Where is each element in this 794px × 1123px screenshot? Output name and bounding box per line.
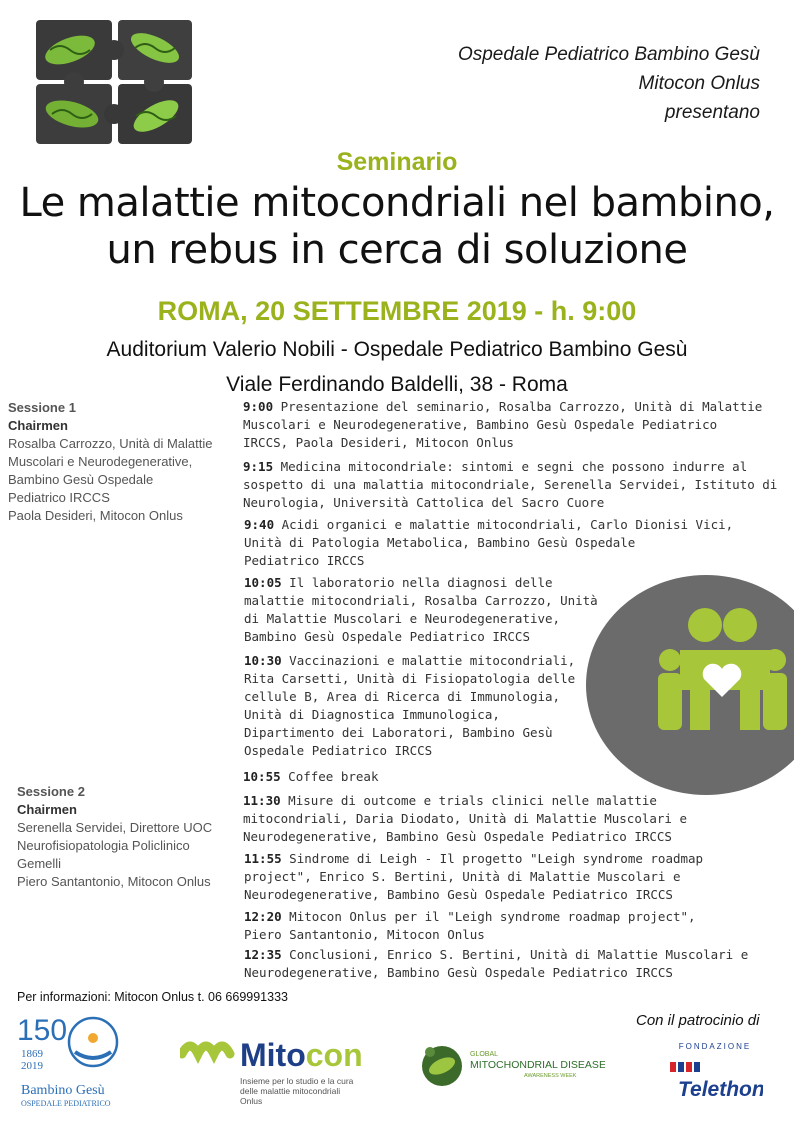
- schedule-line: [244, 552, 733, 570]
- contact-info: Per informazioni: Mitocon Onlus t. 06 669991333: [17, 990, 288, 1004]
- venue-line: Viale Ferdinando Baldelli, 38 - Roma: [226, 373, 568, 396]
- schedule-text: Mitocon Onlus per il "Leigh syndrome roadmap project",: [281, 909, 696, 924]
- session-2-block: [17, 783, 237, 891]
- schedule-item: [243, 768, 378, 786]
- schedule-line: [243, 792, 687, 810]
- schedule-time: 12:20: [244, 909, 282, 924]
- chair-line: Paola Desideri, Mitocon Onlus: [8, 508, 183, 523]
- schedule-line: [244, 688, 575, 706]
- schedule-text: project", Enrico S. Bertini, Unità di Malattie Muscolari e: [244, 869, 681, 884]
- schedule-line: [243, 494, 777, 512]
- schedule-line: [244, 610, 598, 628]
- schedule-time: 11:30: [243, 793, 281, 808]
- schedule-line: [244, 706, 575, 724]
- schedule-line: [243, 416, 762, 434]
- schedule-line: [243, 476, 777, 494]
- schedule-line: [243, 810, 687, 828]
- schedule: [243, 398, 778, 988]
- mitocon-tagline: Onlus: [240, 1096, 263, 1106]
- schedule-line: [244, 724, 575, 742]
- schedule-text: sospetto di una malattia mitocondriale, Serenella Servidei, Istituto di: [243, 477, 778, 492]
- schedule-item: [244, 574, 598, 646]
- schedule-text: Dipartimento dei Laboratori, Bambino Gesù: [244, 725, 553, 740]
- chair-line: Pediatrico IRCCS: [8, 490, 110, 505]
- schedule-text: Ospedale Pediatrico IRCCS: [244, 743, 433, 758]
- schedule-text: Piero Santantonio, Mitocon Onlus: [244, 927, 485, 942]
- schedule-item: [244, 908, 696, 944]
- schedule-text: Pediatrico IRCCS: [244, 553, 365, 568]
- chair-line: Bambino Gesù Ospedale: [8, 472, 154, 487]
- schedule-time: 10:55: [243, 769, 281, 784]
- presenter-line: Mitocon Onlus: [638, 73, 760, 94]
- gmdaw-emblem-icon: [420, 1038, 605, 1098]
- chair-line: Gemelli: [17, 856, 62, 871]
- schedule-line: [244, 886, 703, 904]
- schedule-text: malattie mitocondriali, Rosalba Carrozzo, Unità: [244, 593, 598, 608]
- schedule-text: Acidi organici e malattie mitocondriali, Carlo Dionisi Vici,: [274, 517, 734, 532]
- schedule-text: Rita Carsetti, Unità di Fisiopatologia delle: [244, 671, 576, 686]
- patronage-label: Con il patrocinio di: [636, 1012, 760, 1029]
- event-title-line: Le malattie mitocondriali nel bambino,: [19, 180, 775, 226]
- schedule-time: 10:30: [244, 653, 282, 668]
- schedule-line: [244, 628, 598, 646]
- schedule-item: [244, 516, 733, 570]
- schedule-text: mitocondriali, Daria Diodato, Unità di Malattie Muscolari e: [243, 811, 688, 826]
- schedule-text: Sindrome di Leigh - Il progetto "Leigh syndrome roadmap: [281, 851, 704, 866]
- bambino-gesu-emblem-icon: [17, 1012, 127, 1112]
- mitocon-emblem-icon: [180, 1036, 380, 1116]
- schedule-line: [243, 828, 687, 846]
- schedule-time: 10:05: [244, 575, 282, 590]
- schedule-text: Il laboratorio nella diagnosi delle: [281, 575, 553, 590]
- event-title-line: un rebus in cerca di soluzione: [106, 227, 688, 273]
- schedule-item: [244, 652, 575, 760]
- chair-line: Rosalba Carrozzo, Unità di Malattie: [8, 436, 213, 451]
- schedule-line: [243, 768, 378, 786]
- bambino-gesu-logo: [17, 1012, 127, 1112]
- puzzle-logo-icon: [30, 14, 198, 148]
- chairmen-label: Chairmen: [8, 418, 68, 433]
- schedule-text: Neurodegenerative, Bambino Gesù Ospedale Pediatrico IRCCS: [244, 887, 673, 902]
- schedule-line: [244, 850, 703, 868]
- session-title: Sessione 1: [8, 400, 76, 415]
- schedule-line: [244, 534, 733, 552]
- schedule-line: [244, 926, 696, 944]
- schedule-time: 11:55: [244, 851, 282, 866]
- schedule-text: Neurologia, Università Cattolica del Sacro Cuore: [243, 495, 605, 510]
- schedule-line: [244, 908, 696, 926]
- session-1-block: [8, 399, 228, 525]
- schedule-line: [244, 964, 748, 982]
- bg-logo-year: 1869: [21, 1048, 43, 1060]
- schedule-time: 9:40: [244, 517, 275, 532]
- chair-line: Muscolari e Neurodegenerative,: [8, 454, 193, 469]
- gmdaw-logo: [420, 1038, 605, 1098]
- schedule-text: cellule B, Area di Ricerca di Immunologia,: [244, 689, 561, 704]
- schedule-line: [243, 398, 762, 416]
- schedule-line: [244, 868, 703, 886]
- schedule-text: Unità di Diagnostica Immunologica,: [244, 707, 500, 722]
- schedule-item: [243, 398, 762, 452]
- schedule-text: Medicina mitocondriale: sintomi e segni che possono indurre al: [273, 459, 748, 474]
- schedule-text: Misure di outcome e trials clinici nelle malattie: [280, 793, 657, 808]
- telethon-top: FONDAZIONE: [678, 1042, 752, 1051]
- chair-line: Serenella Servidei, Direttore UOC: [17, 820, 213, 835]
- schedule-time: 9:15: [243, 459, 274, 474]
- chair-line: Neurofisiopatologia Policlinico: [17, 838, 190, 853]
- telethon-emblem-icon: [668, 1040, 763, 1106]
- presenter-line: Ospedale Pediatrico Bambino Gesù: [457, 44, 760, 65]
- schedule-line: [243, 434, 762, 452]
- schedule-item: [243, 458, 777, 512]
- schedule-line: [244, 516, 733, 534]
- event-kicker: Seminario: [336, 148, 458, 176]
- mitocon-name-a: Mito: [240, 1037, 306, 1073]
- venue-line: Auditorium Valerio Nobili - Ospedale Pediatrico Bambino Gesù: [106, 338, 688, 361]
- schedule-item: [243, 792, 687, 846]
- schedule-text: Muscolari e Neurodegenerative, Bambino Gesù Ospedale Pediatrico: [243, 417, 718, 432]
- schedule-line: [244, 592, 598, 610]
- schedule-item: [244, 946, 748, 982]
- schedule-line: [244, 574, 598, 592]
- session-title: Sessione 2: [17, 784, 85, 799]
- telethon-logo: [668, 1040, 763, 1106]
- mitocon-tagline: delle malattie mitocondriali: [240, 1086, 341, 1096]
- bg-logo-sub: OSPEDALE PEDIATRICO: [21, 1099, 111, 1108]
- schedule-text: Bambino Gesù Ospedale Pediatrico IRCCS: [244, 629, 530, 644]
- event-venue: [0, 332, 794, 402]
- gmdaw-line: GLOBAL: [470, 1051, 499, 1058]
- schedule-text: Coffee break: [280, 769, 379, 784]
- schedule-text: Neurodegenerative, Bambino Gesù Ospedale Pediatrico IRCCS: [244, 965, 673, 980]
- schedule-text: di Malattie Muscolari e Neurodegenerative,: [244, 611, 561, 626]
- bg-logo-name: Bambino Gesù: [21, 1083, 105, 1098]
- gmdaw-line: MITOCHONDRIAL DISEASE: [470, 1059, 605, 1071]
- event-date: ROMA, 20 SETTEMBRE 2019 - h. 9:00: [157, 296, 637, 326]
- mitocon-logo: [180, 1036, 380, 1116]
- schedule-line: [244, 946, 748, 964]
- bg-logo-number: 150: [17, 1014, 68, 1047]
- bg-logo-year: 2019: [21, 1060, 43, 1072]
- schedule-line: [244, 670, 575, 688]
- schedule-time: 12:35: [244, 947, 282, 962]
- schedule-text: IRCCS, Paola Desideri, Mitocon Onlus: [243, 435, 514, 450]
- chairmen-label: Chairmen: [17, 802, 77, 817]
- mitocon-tagline: Insieme per lo studio e la cura: [240, 1076, 354, 1086]
- schedule-line: [244, 652, 575, 670]
- schedule-text: Vaccinazioni e malattie mitocondriali,: [281, 653, 576, 668]
- mitocon-name-b: con: [305, 1037, 363, 1073]
- presenter-line: presentano: [664, 102, 760, 123]
- chair-line: Piero Santantonio, Mitocon Onlus: [17, 874, 211, 889]
- presenters-block: [458, 40, 760, 127]
- schedule-item: [244, 850, 703, 904]
- telethon-name: Telethon: [678, 1078, 763, 1101]
- schedule-line: [243, 458, 777, 476]
- schedule-text: Conclusioni, Enrico S. Bertini, Unità di Malattie Muscolari e: [281, 947, 749, 962]
- schedule-time: 9:00: [243, 399, 274, 414]
- schedule-line: [244, 742, 575, 760]
- svg-text:Mitocon: [240, 1037, 363, 1073]
- schedule-text: Unità di Patologia Metabolica, Bambino Gesù Ospedale: [244, 535, 636, 550]
- gmdaw-line: AWARENESS WEEK: [524, 1073, 577, 1079]
- event-title: [0, 180, 794, 274]
- schedule-text: Neurodegenerative, Bambino Gesù Ospedale Pediatrico IRCCS: [243, 829, 672, 844]
- schedule-text: Presentazione del seminario, Rosalba Carrozzo, Unità di Malattie: [273, 399, 763, 414]
